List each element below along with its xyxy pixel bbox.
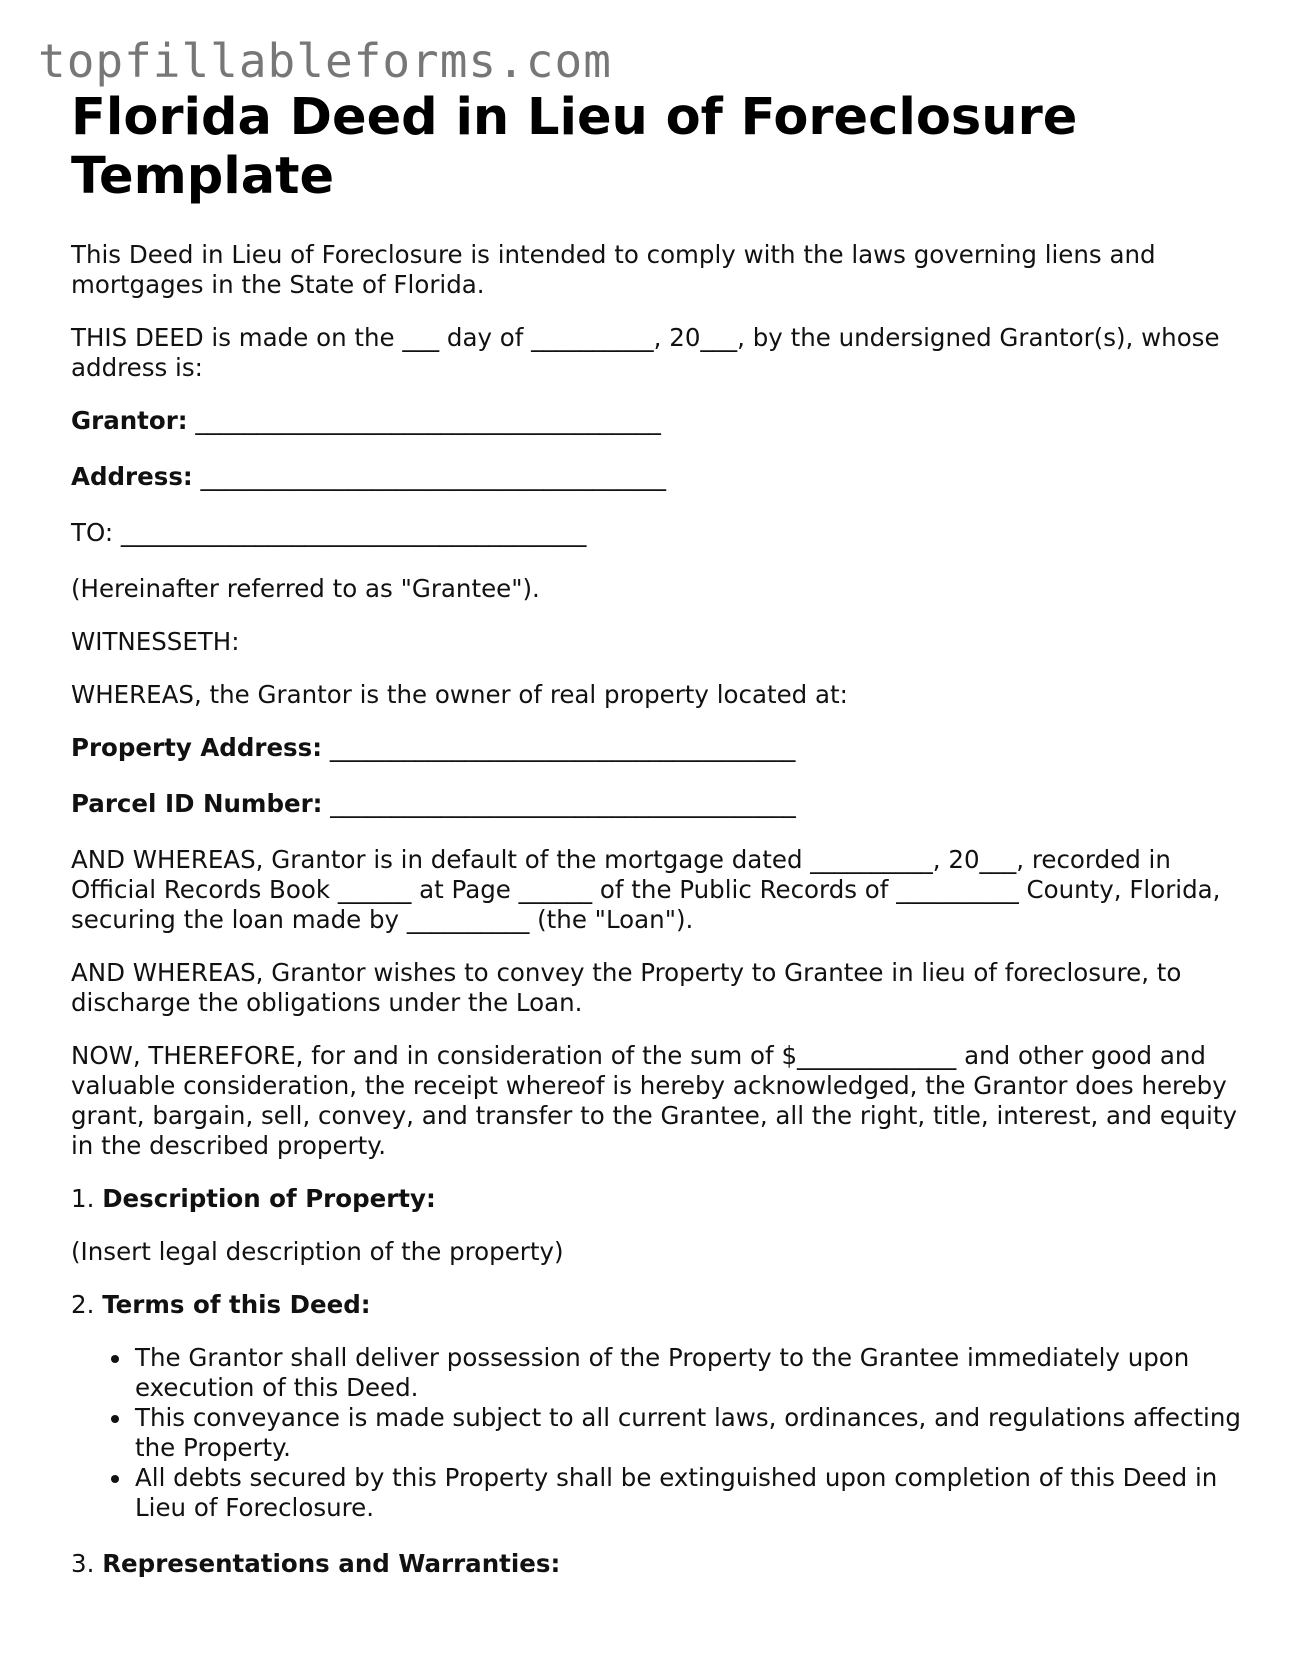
section-2-title: Terms of this Deed: [102, 1290, 371, 1319]
list-item: • This conveyance is made subject to all current laws, ordinances, and regulations affecting the Property. [133, 1403, 1241, 1463]
whereas-owner-paragraph: WHEREAS, the Grantor is the owner of real property located at: [71, 680, 848, 709]
parcel-id-label: Parcel ID Number: [71, 789, 323, 818]
now-therefore-paragraph: NOW, THEREFORE, for and in consideration of the sum of $_____________ and other good and valuable consideration, the receipt whereof is hereby acknowledged, the Grantor does hereby grant, bargain, sell, convey, and transfer to the Grantee, all the right, title, interest, and equity in the described property. [71, 1041, 1237, 1160]
list-item: • The Grantor shall deliver possession of the Property to the Grantee immediately upon execution of this Deed. [133, 1343, 1241, 1403]
whereas-default-paragraph: AND WHEREAS, Grantor is in default of the mortgage dated __________, 20___, recorded in Official Records Book ______ at Page ______ of the Public Records of __________ County, Florida, securing the loan made by __________ (the "Loan"). [71, 845, 1221, 934]
parcel-id-blank[interactable]: ______________________________________ [330, 789, 796, 818]
intro-paragraph: This Deed in Lieu of Foreclosure is intended to comply with the laws governing liens and mortgages in the State of Florida. [71, 240, 1156, 299]
grantor-blank[interactable]: ______________________________________ [195, 406, 661, 435]
parcel-id-field [71, 789, 1241, 819]
property-address-field [71, 733, 1241, 763]
address-blank[interactable]: ______________________________________ [200, 462, 666, 491]
section-3-number: 3. [71, 1549, 95, 1578]
to-field [71, 518, 1241, 548]
section-2-number: 2. [71, 1290, 95, 1319]
section-3-heading [71, 1549, 1241, 1579]
to-blank[interactable]: ______________________________________ [120, 518, 587, 547]
address-field [71, 462, 1241, 492]
document-page [71, 88, 1241, 1602]
grantee-note: (Hereinafter referred to as "Grantee"). [71, 574, 540, 603]
section-2-heading [71, 1290, 1241, 1320]
section-1-number: 1. [71, 1184, 95, 1213]
whereas-convey-paragraph: AND WHEREAS, Grantor wishes to convey the Property to Grantee in lieu of foreclosure, to discharge the obligations under the Loan. [71, 958, 1182, 1017]
to-label: TO: [71, 518, 114, 547]
section-1-title: Description of Property: [102, 1184, 436, 1213]
grantor-field [71, 406, 1241, 436]
address-label: Address: [71, 462, 193, 491]
section-2-list [71, 1343, 1241, 1523]
property-address-blank[interactable]: ______________________________________ [329, 733, 796, 762]
section-3-title: Representations and Warranties: [102, 1549, 561, 1578]
list-item: • All debts secured by this Property shall be extinguished upon completion of this Deed in Lieu of Foreclosure. [133, 1463, 1241, 1523]
made-on-paragraph: THIS DEED is made on the ___ day of __________, 20___, by the undersigned Grantor(s), whose address is: [71, 323, 1220, 382]
watermark-text: topfillableforms.com [38, 34, 612, 88]
witnesseth-heading: WITNESSETH: [71, 627, 240, 656]
section-1-heading [71, 1184, 1241, 1214]
property-address-label: Property Address: [71, 733, 323, 762]
document-title: Florida Deed in Lieu of Foreclosure Template [71, 88, 1078, 206]
section-1-text: (Insert legal description of the property) [71, 1237, 564, 1266]
grantor-label: Grantor: [71, 406, 188, 435]
